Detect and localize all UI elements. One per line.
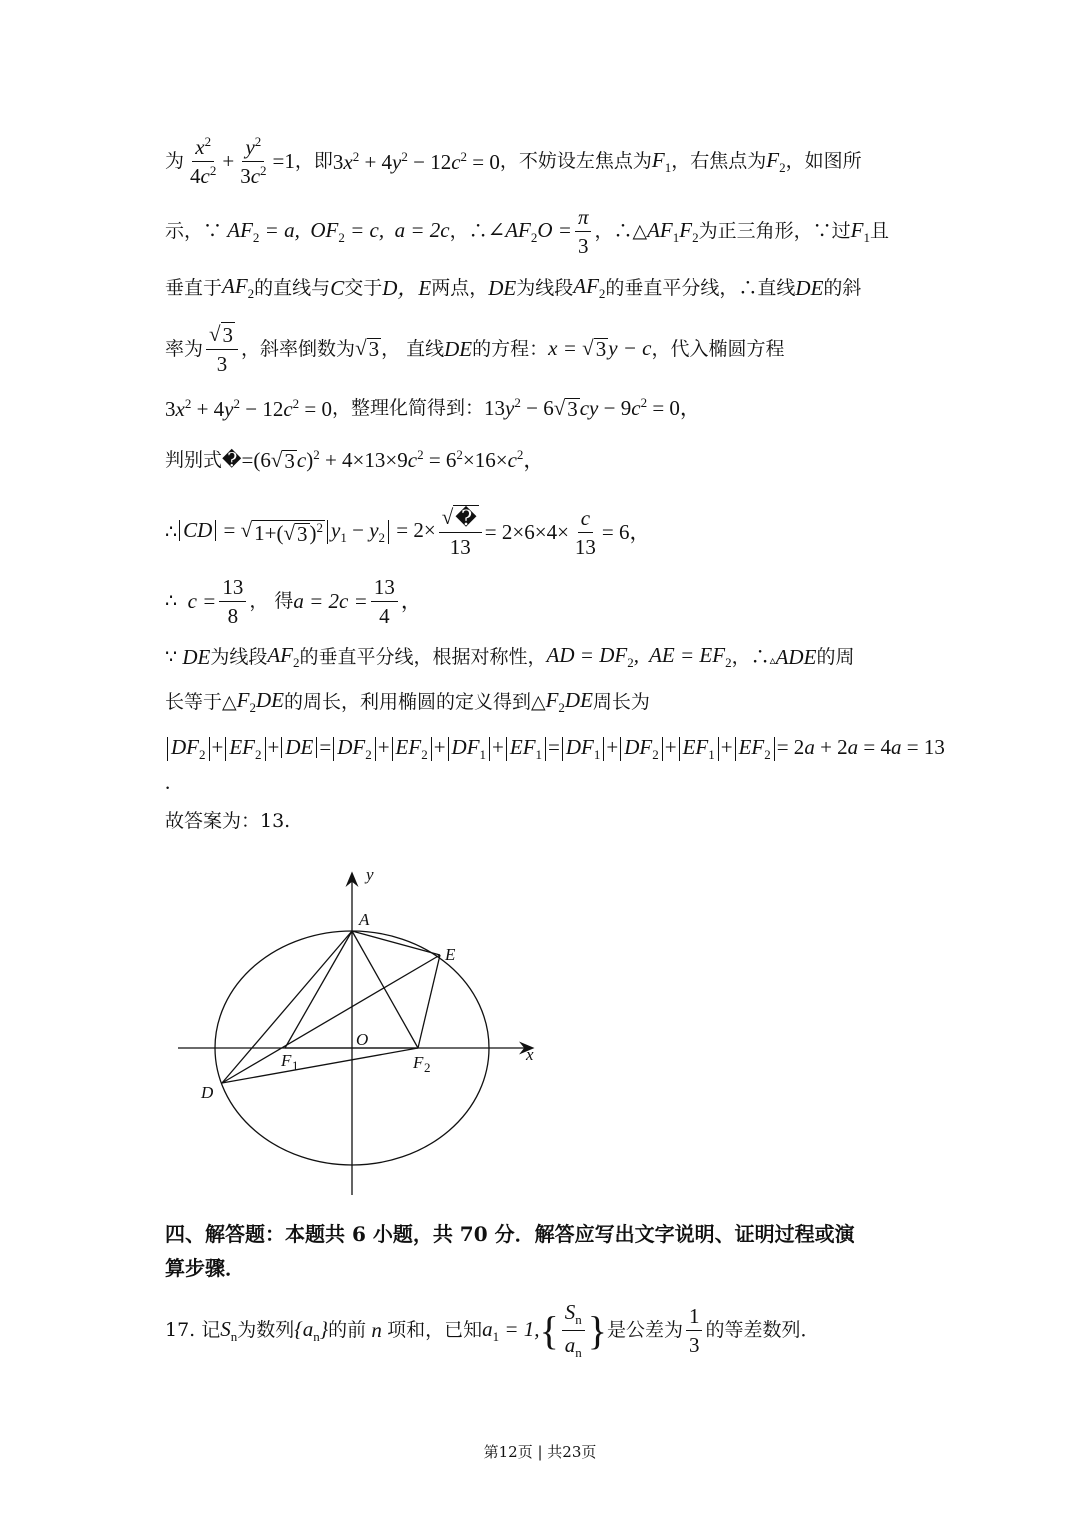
fraction: $\frac{x^2}{4c^2}$ bbox=[190, 134, 217, 189]
text: ，∴ bbox=[449, 220, 488, 243]
period: . bbox=[165, 770, 171, 794]
text: ， 直线 bbox=[381, 337, 445, 360]
solution-line-5: $3x^2 + 4y^2 - 12c^2 = 0$ ，整理化简得到： $13y^2 - 6√$ 3 cy − $9c^2 = 0$， bbox=[165, 395, 701, 421]
fraction: $\frac{y^2}{3c^2}$ bbox=[240, 134, 267, 189]
text: ，整理化简得到： bbox=[332, 396, 485, 419]
text: 记 bbox=[201, 1319, 221, 1342]
text: 故答案为：13. bbox=[165, 810, 291, 832]
label-y: y bbox=[366, 865, 374, 884]
text: 为 bbox=[165, 150, 185, 173]
label-D: D bbox=[201, 1083, 214, 1102]
text: ，即 bbox=[294, 150, 333, 173]
text: ∴ bbox=[165, 520, 178, 543]
text: 是公差为 bbox=[606, 1319, 683, 1342]
solution-line-10: 长等于△ $F_2DE$ 的周长，利用椭圆的定义得到△ $F_2DE$ 周长为 bbox=[165, 688, 650, 716]
solution-line-9: ∵ DE 为线段 $AF_2$ 的垂直平分线，根据对称性， AD = $DF_2$, AE = $EF_2$ ，∴ ▵ADE 的周 bbox=[165, 643, 855, 671]
text: ，不妨设左焦点为 bbox=[499, 150, 652, 173]
label-F1-sub: 1 bbox=[292, 1058, 299, 1073]
label-F1: F bbox=[281, 1051, 292, 1070]
text: 且 bbox=[869, 220, 889, 243]
solution-line-3: 垂直于 $AF_2$ 的直线与 C 交于 D，E 两点， DE 为线段 $AF_2$ 的垂直平分线，∴直线 DE 的斜 bbox=[165, 274, 862, 302]
solution-line-6: 判别式 � =(6√ 3 $c)^2 + 4\times 13\times 9c^2 = 6^2\times 16\times c^2$， bbox=[165, 447, 545, 473]
solution-line-11: $DF_2 + EF_2$ + DE = $DF_2 + EF_2 + DF_1 + EF_1 = DF_1 + DF_2 + EF_1 + EF_2 = 2a + 2a = 4a = 13$ bbox=[165, 737, 945, 761]
label-O: O bbox=[356, 1030, 369, 1049]
label-x: x bbox=[526, 1045, 534, 1064]
text: ，斜率倒数为 bbox=[241, 337, 356, 360]
question-17: 17. 记 $S_n$ 为数列 $\{a_n\}$ 的前 n 项和，已知 $a_1 = 1$, { $\frac{S_n}{a_n}$ } 是公差为 $\frac{1}{3}$ 的等差数列． bbox=[165, 1300, 820, 1361]
solution-line-4: 率为 √ 3 3 ，斜率倒数为 √ 3 ， 直线 DE 的方程： x = √ 3 y − c ，代入椭圆方程 bbox=[165, 322, 785, 377]
text: 的方程： bbox=[472, 337, 549, 360]
ellipse-figure bbox=[170, 862, 550, 1202]
solution-line-2: 示，∵ $AF_2 = a$, $OF_2 = c$, a = 2c ，∴ $\angle AF_2O$ = $\frac{\pi}{3}$ ，∴△ $AF_1F_2$ 为正三角形，∵过 $F_1$ 且 bbox=[165, 205, 889, 259]
section-title-line-2 bbox=[165, 1258, 245, 1278]
text: 为线段 bbox=[210, 645, 268, 668]
text: ，代入椭圆方程 bbox=[651, 337, 785, 360]
text: 的垂直平分线，∴直线 bbox=[605, 276, 796, 299]
text: 率为 bbox=[165, 337, 204, 360]
section-title: 四、解答题：本题共 6 小题，共 70 分．解答应写出文字说明、证明过程或演 bbox=[165, 1222, 855, 1246]
text: 判别式 bbox=[165, 448, 223, 471]
triangle-lines bbox=[222, 931, 440, 1083]
answer-line bbox=[165, 812, 290, 831]
text: 示，∵ bbox=[165, 220, 223, 243]
solution-line-7: ∴ CD = √ 1+(√ 3 )$^2$ $y_1 - y_2 = 2\times$ √ � 13 = 2×6×4× $\frac{c}{13}$ = 6， bbox=[165, 505, 651, 560]
label-A: A bbox=[359, 910, 370, 929]
question-number: 17. bbox=[165, 1319, 196, 1342]
text: 的前 bbox=[328, 1319, 367, 1342]
solution-line-1: 为 $\frac{x^2}{4c^2}$ + $\frac{y^2}{3c^2}$ =1 ，即 $3x^2 + 4y^2 - 12c^2 = 0$ ，不妨设左焦点为 $F_1$ ，右焦点为 $F_2$ ，如图所 bbox=[165, 134, 862, 189]
page-footer bbox=[0, 1441, 1080, 1462]
text: 为线段 bbox=[516, 276, 574, 299]
label-F2-sub: 2 bbox=[424, 1060, 431, 1075]
text: ∴ bbox=[165, 590, 178, 613]
fraction: $\frac{13}{4}$ bbox=[371, 575, 398, 628]
text: ，∴ bbox=[731, 645, 770, 668]
text: 两点， bbox=[431, 276, 489, 299]
label-F2: F bbox=[413, 1053, 424, 1072]
text: 交于 bbox=[344, 276, 383, 299]
text: 为数列 bbox=[237, 1319, 295, 1342]
section-title-cont: 算步骤． bbox=[165, 1256, 245, 1280]
text: 项和，已知 bbox=[387, 1319, 483, 1342]
text: ，右焦点为 bbox=[671, 150, 767, 173]
text: 的等差数列． bbox=[705, 1319, 820, 1342]
text: 为正三角形，∵过 bbox=[698, 220, 851, 243]
text: 周长为 bbox=[592, 690, 650, 713]
text: 的斜 bbox=[823, 276, 862, 299]
fraction: $\frac{13}{8}$ bbox=[219, 575, 246, 628]
text: ∵ bbox=[165, 645, 178, 668]
label-E: E bbox=[445, 945, 456, 964]
text: 的垂直平分线，根据对称性， bbox=[299, 645, 547, 668]
text: ， 得 bbox=[249, 590, 294, 613]
page-number: 第12页 | 共23页 bbox=[483, 1443, 597, 1461]
fraction: √ 3 3 bbox=[206, 322, 238, 376]
fraction: $\frac{S_n}{a_n}$ bbox=[562, 1300, 585, 1361]
fraction: √ � 13 bbox=[439, 505, 482, 559]
unknown-symbol: � bbox=[222, 448, 242, 471]
text: 垂直于 bbox=[165, 276, 223, 299]
fraction: $\frac{1}{3}$ bbox=[686, 1304, 703, 1357]
text: 的直线与 bbox=[254, 276, 331, 299]
text: 的周 bbox=[816, 645, 855, 668]
fraction: $\frac{c}{13}$ bbox=[574, 505, 596, 559]
solution-line-8: ∴ c = $\frac{13}{8}$ ， 得 a = 2c = $\frac{13}{4}$ ， bbox=[165, 575, 422, 629]
text: ，∴△ bbox=[594, 220, 648, 243]
text: 长等于△ bbox=[165, 690, 237, 713]
section-title-line-1 bbox=[165, 1224, 855, 1244]
text: 的周长，利用椭圆的定义得到△ bbox=[283, 690, 546, 713]
fraction: $\frac{\pi}{3}$ bbox=[575, 205, 592, 258]
text: ，如图所 bbox=[785, 150, 862, 173]
